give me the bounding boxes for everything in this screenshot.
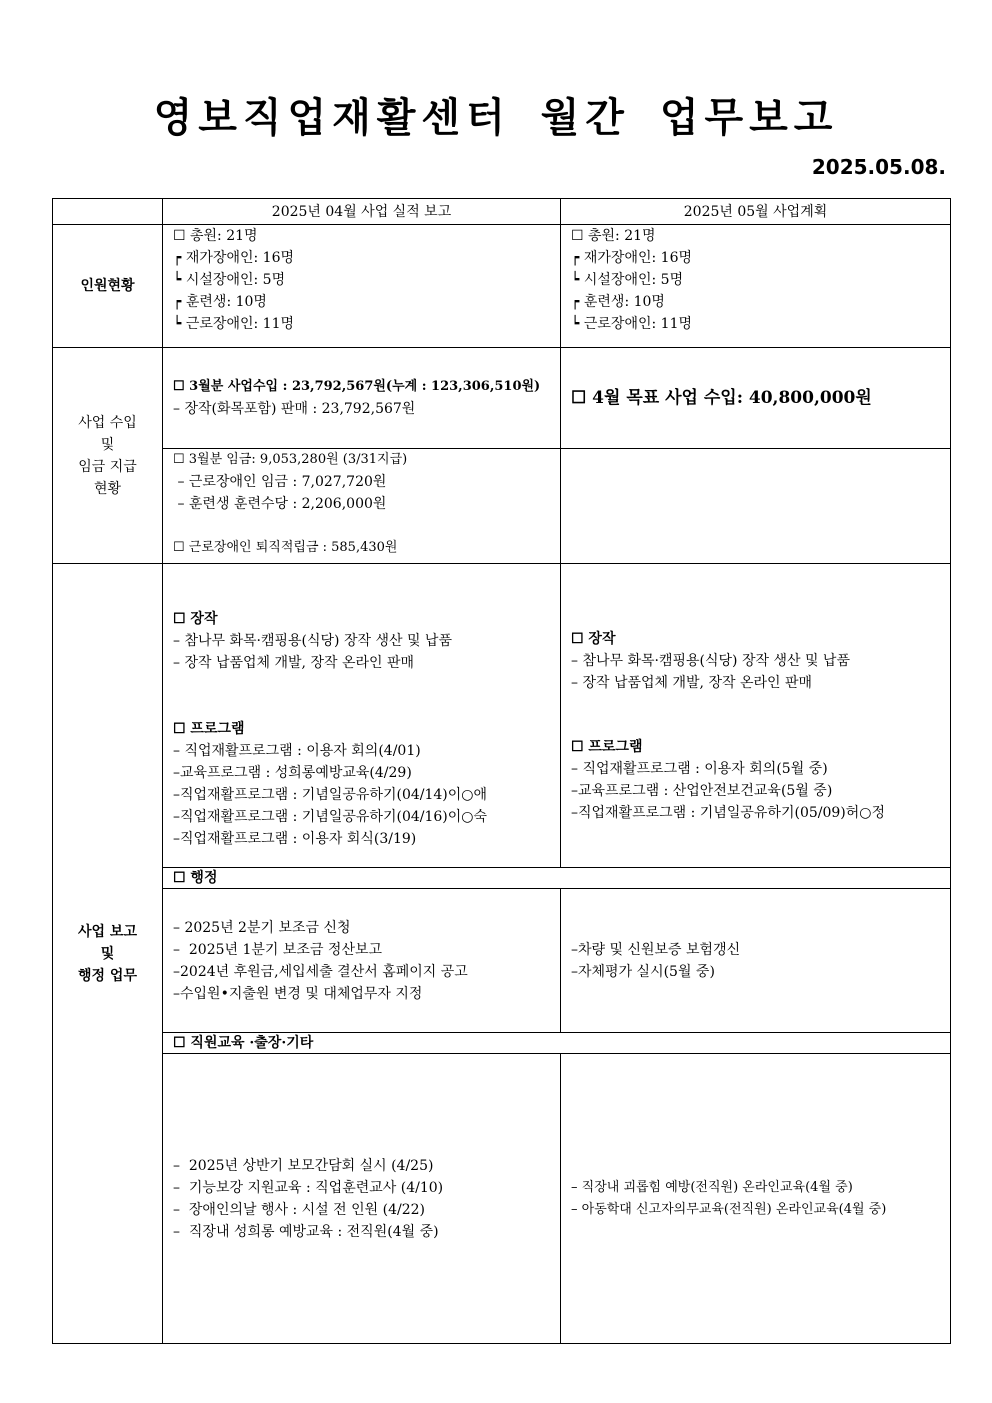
report-table <box>52 198 951 1344</box>
list-item: ┕ 시설장애인: 5명 <box>571 272 684 288</box>
header-april: 2025년 04월 사업 실적 보고 <box>163 199 561 225</box>
list-item: –직업재활프로그램 : 기념일공유하기(04/14)이○애 <box>173 787 488 803</box>
section-title: ☐ 장작 <box>173 611 218 627</box>
target-income: ☐ 4월 목표 사업 수입: 40,800,000원 <box>571 388 872 408</box>
business-april <box>163 564 561 868</box>
header-empty-cell <box>53 199 163 225</box>
list-item: – 2025년 2분기 보조금 신청 <box>173 919 351 936</box>
list-item: – 직업재활프로그램 : 이용자 회의(5월 중) <box>571 761 828 777</box>
list-item: – 훈련생 훈련수당 : 2,206,000원 <box>173 496 387 512</box>
income-may-target <box>561 348 951 449</box>
list-item: ┕ 시설장애인: 5명 <box>173 272 286 288</box>
wages-row <box>53 449 951 564</box>
list-item: ☐ 3월분 임금: 9,053,280원 (3/31지급) <box>173 452 408 467</box>
section-title: ☐ 프로그램 <box>173 721 245 737</box>
admin-may <box>561 889 951 1033</box>
staff-section-title: ☐ 직원교육 ·출장·기타 <box>163 1033 951 1054</box>
list-item: –직업재활프로그램 : 기념일공유하기(04/16)이○숙 <box>173 809 488 825</box>
list-item: –교육프로그램 : 성희롱예방교육(4/29) <box>173 765 412 781</box>
income-may-empty <box>561 449 951 564</box>
list-item: –교육프로그램 : 산업안전보건교육(5월 중) <box>571 783 833 799</box>
personnel-april <box>163 225 561 348</box>
personnel-may <box>561 225 951 348</box>
business-may <box>561 564 951 868</box>
income-april-revenue <box>163 348 561 449</box>
list-item: – 아동학대 신고자의무교육(전직원) 온라인교육(4월 중) <box>571 1201 887 1217</box>
list-item: –2024년 후원금,세입세출 결산서 홈페이지 공고 <box>173 963 468 980</box>
list-item: ┍ 훈련생: 10명 <box>571 294 665 310</box>
list-item: – 장애인의날 행사 : 시설 전 인원 (4/22) <box>173 1201 425 1218</box>
list-item: ┕ 근로장애인: 11명 <box>571 316 693 332</box>
list-item: ☐ 총원: 21명 <box>173 228 258 244</box>
list-item: – 직장내 성희롱 예방교육 : 전직원(4월 중) <box>173 1223 439 1240</box>
income-row <box>53 348 951 449</box>
staff-header-row <box>53 1033 951 1054</box>
admin-header-row <box>53 868 951 889</box>
header-row <box>53 199 951 225</box>
list-item: –수입원•지출원 변경 및 대체업무자 지정 <box>173 985 423 1002</box>
list-item: ☐ 3월분 사업수입 : 23,792,567원(누계 : 123,306,510원) <box>173 379 541 394</box>
admin-section-title: ☐ 행정 <box>163 868 951 889</box>
list-item: – 장작(화목포함) 판매 : 23,792,567원 <box>173 401 416 417</box>
list-item: – 2025년 1분기 보조금 정산보고 <box>173 941 383 958</box>
list-item: ┕ 근로장애인: 11명 <box>173 316 295 332</box>
staff-april <box>163 1054 561 1344</box>
list-item: –직업재활프로그램 : 이용자 회식(3/19) <box>173 831 417 847</box>
list-item: –차량 및 신원보증 보험갱신 <box>571 941 741 958</box>
staff-may <box>561 1054 951 1344</box>
list-item: – 참나무 화목·캠핑용(식당) 장작 생산 및 납품 <box>571 653 850 669</box>
list-item: –직업재활프로그램 : 기념일공유하기(05/09)허○정 <box>571 805 886 821</box>
income-label: 사업 수입 및 임금 지급 현황 <box>53 348 163 564</box>
list-item: ┍ 재가장애인: 16명 <box>173 250 295 266</box>
list-item: – 2025년 상반기 보모간담회 실시 (4/25) <box>173 1157 434 1174</box>
list-item: –자체평가 실시(5월 중) <box>571 963 715 980</box>
income-april-wages <box>163 449 561 564</box>
list-item: ☐ 근로장애인 퇴직적립금 : 585,430원 <box>173 540 398 555</box>
admin-row <box>53 889 951 1033</box>
page-title: 영보직업재활센터 월간 업무보고 <box>153 94 839 141</box>
business-label: 사업 보고 및 행정 업무 <box>53 564 163 1344</box>
list-item: – 직장내 괴롭힘 예방(전직원) 온라인교육(4월 중) <box>571 1179 853 1195</box>
report-date: 2025.05.08. <box>811 155 946 179</box>
section-title: ☐ 프로그램 <box>571 739 643 755</box>
list-item: – 기능보강 지원교육 : 직업훈련교사 (4/10) <box>173 1179 444 1196</box>
staff-row <box>53 1054 951 1344</box>
personnel-row <box>53 225 951 348</box>
list-item: – 근로장애인 임금 : 7,027,720원 <box>173 474 387 490</box>
list-item: – 장작 납품업체 개발, 장작 온라인 판매 <box>571 675 813 691</box>
list-item: – 직업재활프로그램 : 이용자 회의(4/01) <box>173 743 421 759</box>
business-row <box>53 564 951 868</box>
section-title: ☐ 장작 <box>571 631 616 647</box>
list-item: – 장작 납품업체 개발, 장작 온라인 판매 <box>173 655 415 671</box>
list-item: ┍ 재가장애인: 16명 <box>571 250 693 266</box>
admin-april <box>163 889 561 1033</box>
list-item: ┍ 훈련생: 10명 <box>173 294 267 310</box>
header-may: 2025년 05월 사업계획 <box>561 199 951 225</box>
list-item: – 참나무 화목·캠핑용(식당) 장작 생산 및 납품 <box>173 633 452 649</box>
personnel-label: 인원현황 <box>53 225 163 348</box>
list-item: ☐ 총원: 21명 <box>571 228 656 244</box>
